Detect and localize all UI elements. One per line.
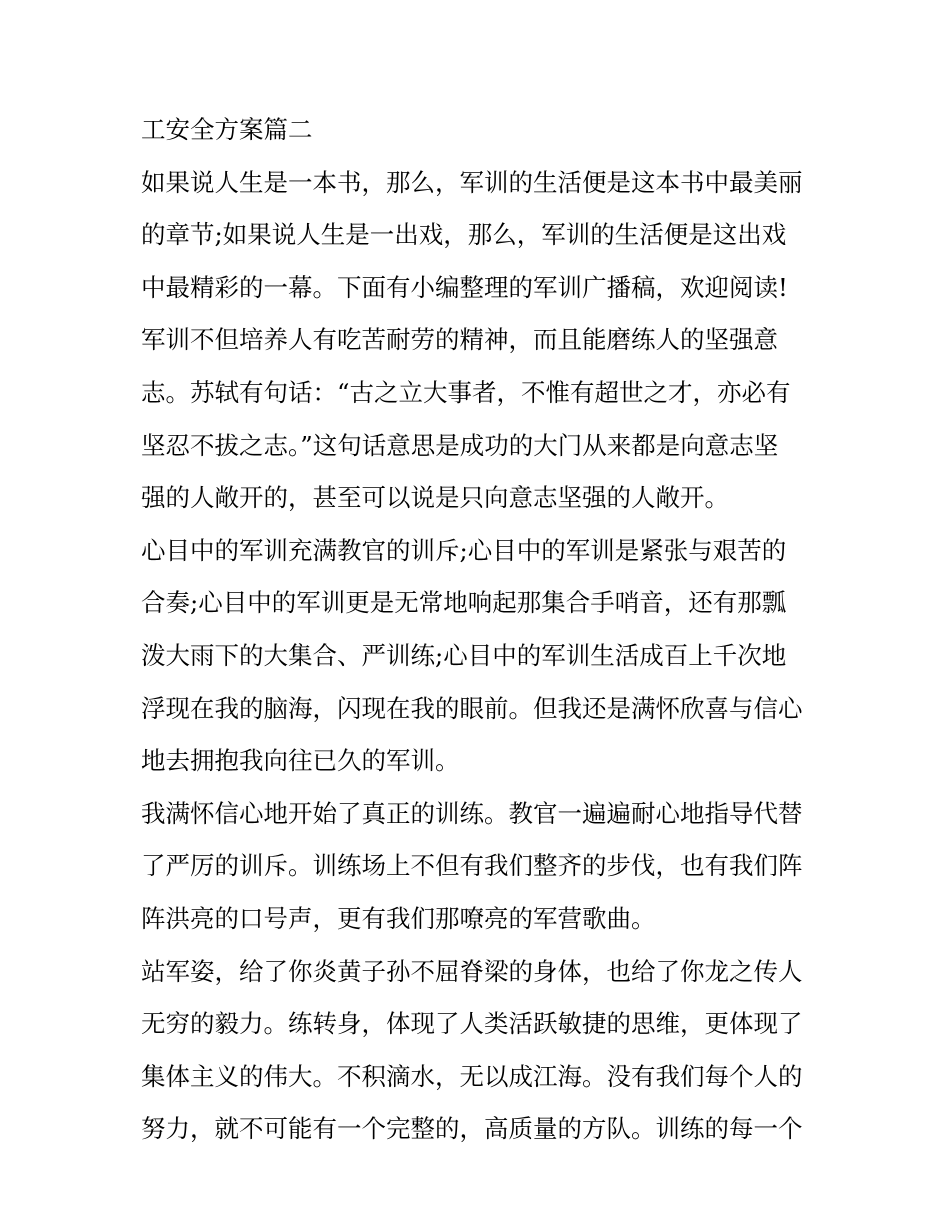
paragraph-line: 中最精彩的一幕。下面有小编整理的军训广播稿，欢迎阅读! (141, 272, 788, 302)
paragraph-line: 心目中的军训充满教官的训斥;心目中的军训是紧张与艰苦的 (141, 535, 787, 565)
paragraph-line: 集体主义的伟大。不积滴水，无以成江海。没有我们每个人的 (141, 1061, 803, 1091)
document-heading: 工安全方案篇二 (141, 115, 313, 144)
paragraph-line: 地去拥抱我向往已久的军训。 (141, 746, 460, 776)
paragraph-intro (141, 157, 811, 315)
paragraph-line: 我满怀信心地开始了真正的训练。教官一遍遍耐心地指导代替 (141, 798, 803, 828)
paragraph-line: 阵洪亮的口号声，更有我们那嘹亮的军营歌曲。 (141, 903, 656, 933)
paragraph-line: 强的人敞开的，甚至可以说是只向意志坚强的人敞开。 (141, 483, 729, 513)
paragraph-posture (141, 946, 811, 1156)
paragraph-line: 志。苏轼有句话：“古之立大事者，不惟有超世之才，亦必有 (141, 377, 791, 407)
paragraph-line: 泼大雨下的大集合、严训练;心目中的军训生活成百上千次地 (141, 640, 787, 670)
paragraph-line: 军训不但培养人有吃苦耐劳的精神，而且能磨练人的坚强意 (141, 325, 778, 355)
paragraph-line: 如果说人生是一本书，那么，军训的生活便是这本书中最美丽 (141, 167, 803, 197)
document-body (141, 104, 811, 1156)
paragraph-line: 的章节;如果说人生是一出戏，那么，军训的生活便是这出戏 (141, 220, 787, 250)
paragraph-line: 无穷的毅力。练转身，体现了人类活跃敏捷的思维，更体现了 (141, 1009, 803, 1039)
paragraph-line: 了严厉的训斥。训练场上不但有我们整齐的步伐，也有我们阵 (141, 851, 803, 881)
paragraph-line: 合奏;心目中的军训更是无常地响起那集合手哨音，还有那瓢 (141, 588, 787, 618)
paragraph-expectations (141, 525, 811, 788)
paragraph-line: 坚忍不拔之志。”这句话意思是成功的大门从来都是向意志坚 (141, 430, 779, 460)
paragraph-line: 努力，就不可能有一个完整的，高质量的方队。训练的每一个 (141, 1114, 803, 1144)
paragraph-training (141, 788, 811, 946)
paragraph-line: 站军姿，给了你炎黄子孙不屈脊梁的身体，也给了你龙之传人 (141, 956, 803, 986)
paragraph-willpower (141, 314, 811, 524)
paragraph-line: 浮现在我的脑海，闪现在我的眼前。但我还是满怀欣喜与信心 (141, 693, 803, 723)
